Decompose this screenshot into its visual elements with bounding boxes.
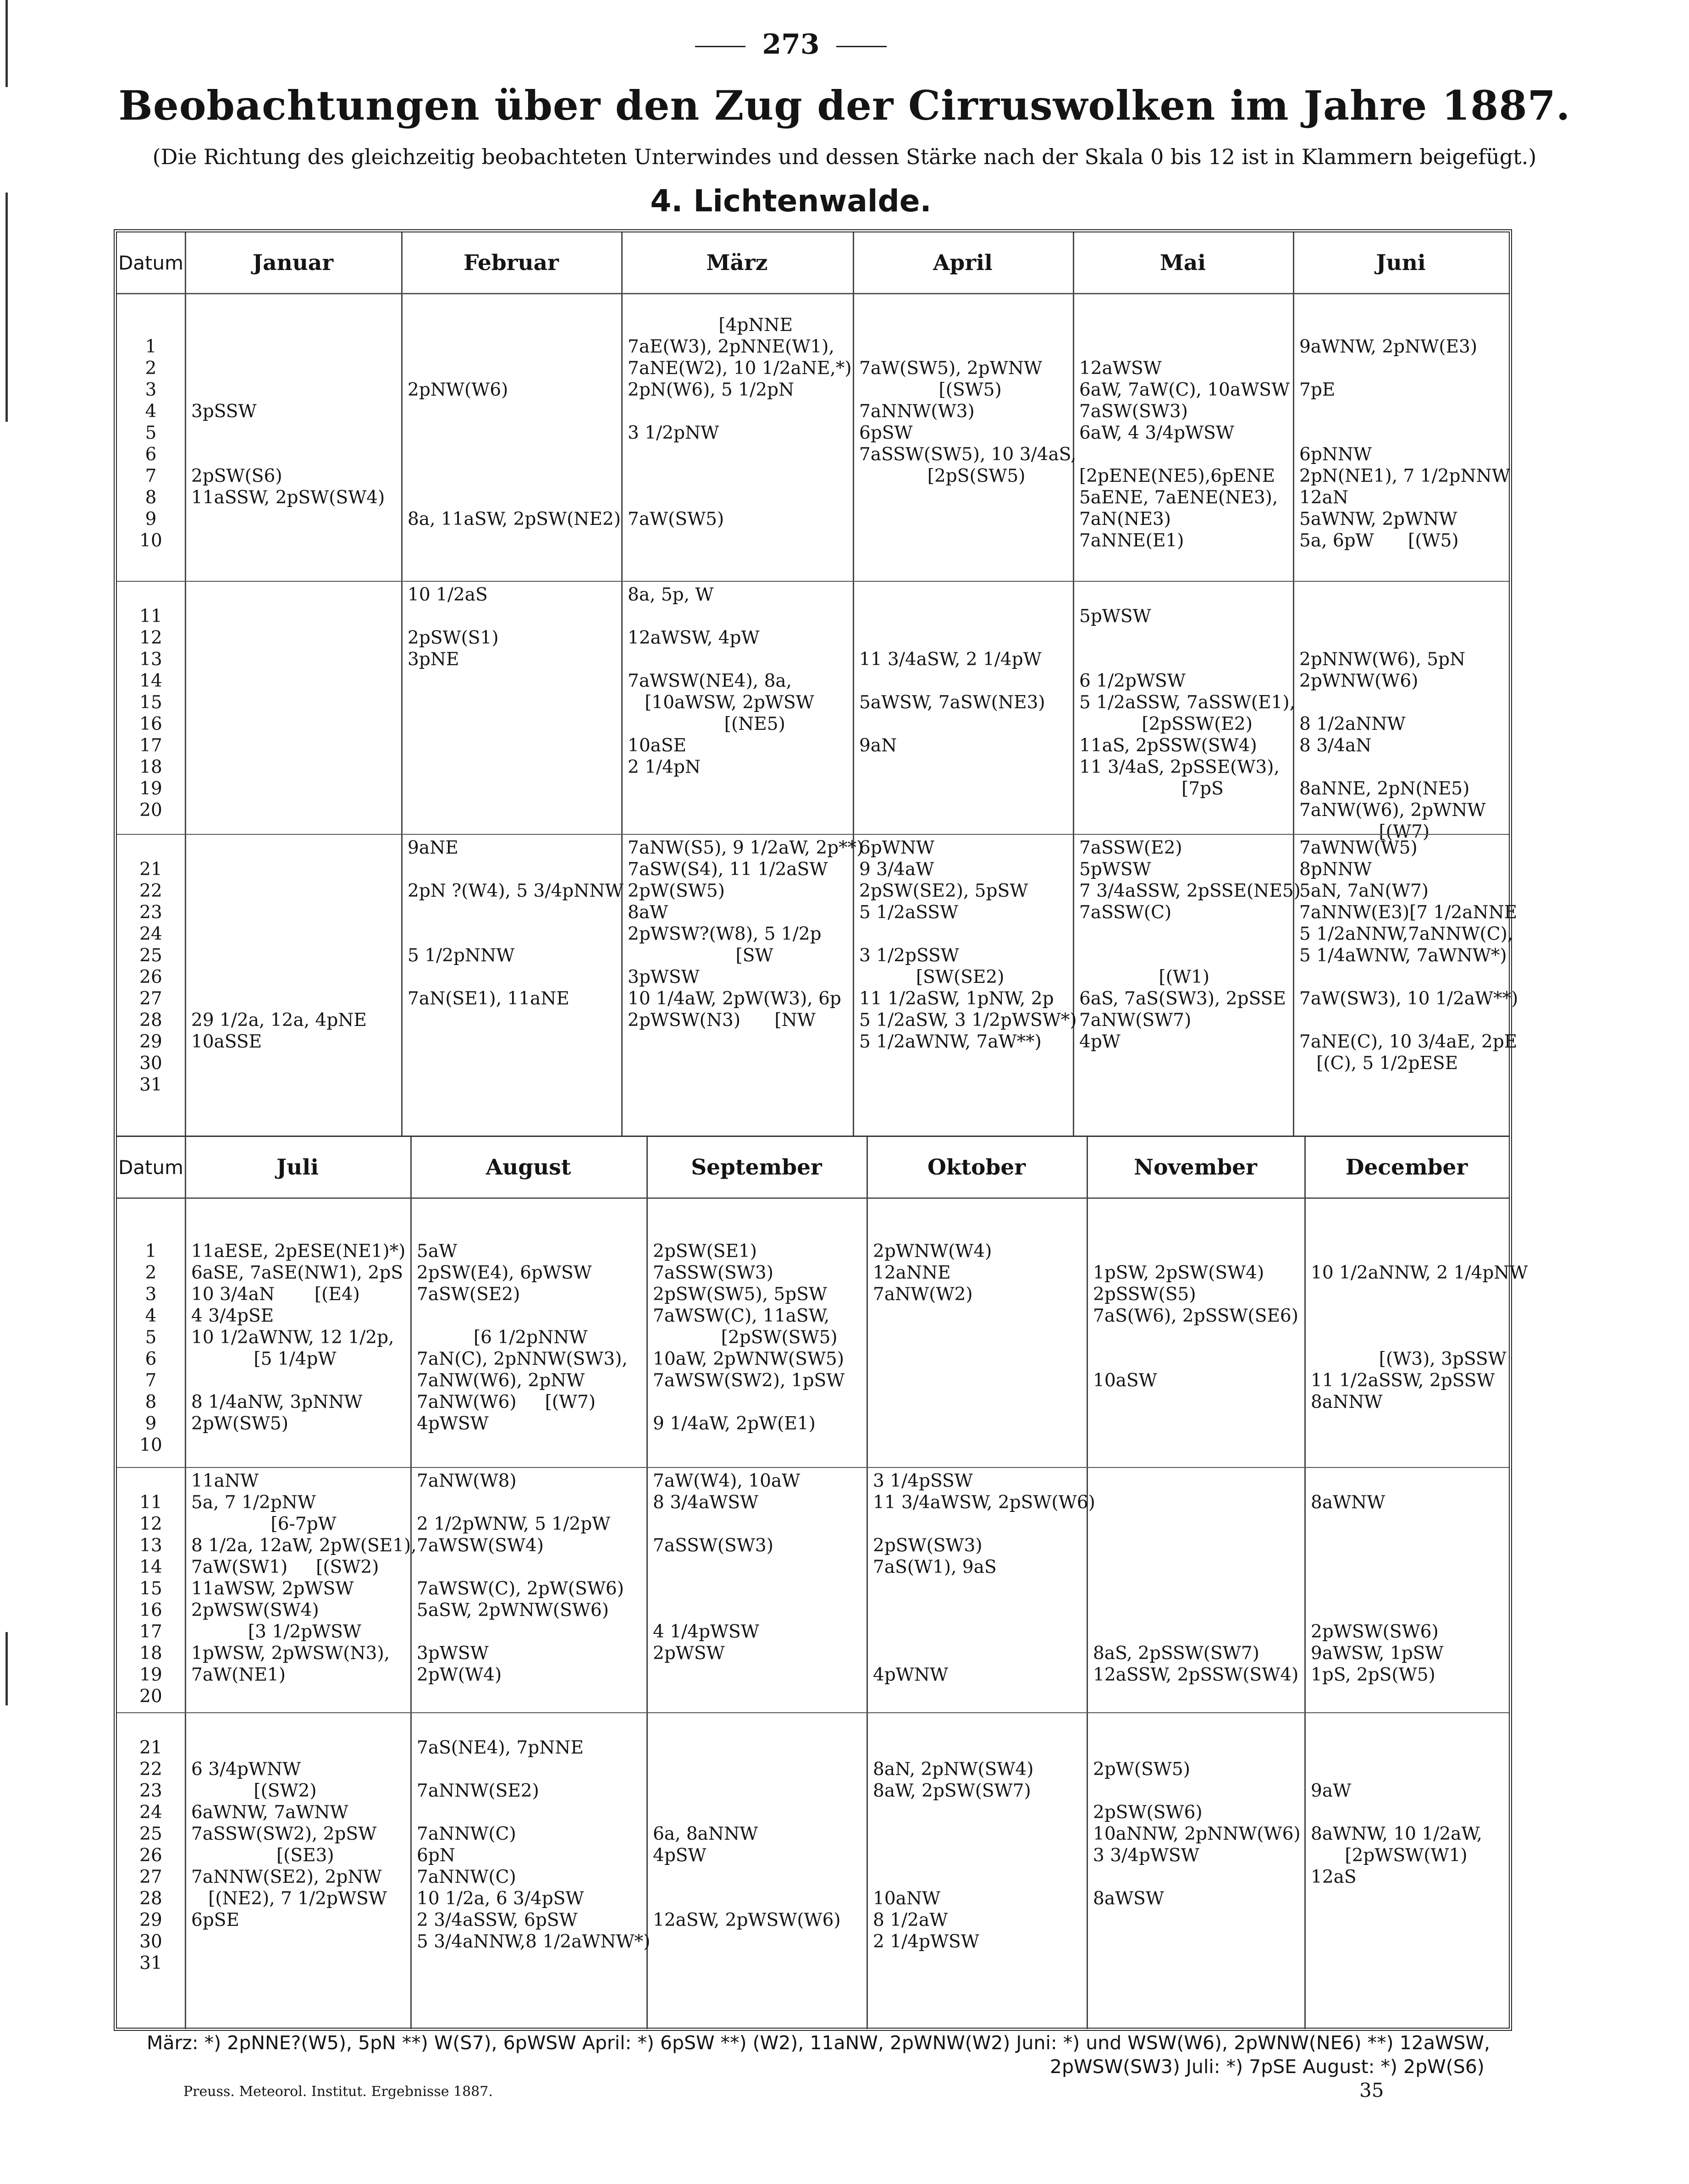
date-numbers: 21 22 23 24 25 26 27 28 29 30 31 — [139, 859, 162, 1095]
cell-november-2: 8aS, 2pSSW(SW7) 12aSSW, 2pSSW(SW4) — [1093, 1643, 1299, 1685]
month-header-januar: Januar — [185, 232, 401, 294]
dash-right — [836, 46, 887, 47]
decade-divider — [117, 581, 1509, 582]
date-numbers: 11 12 13 14 15 16 17 18 19 20 — [139, 606, 162, 821]
cell-august-3: 7aS(NE4), 7pNNE 7aNNW(SE2) 7aNNW(C) 6pN 7aNNW(C) 10 1/2a, 6 3/4pSW 2 3/4aSSW, 6pSW 5 3/4aNNW,8 1/2aWNW*) — [417, 1737, 651, 1952]
column-divider — [1304, 1137, 1306, 2029]
column-divider — [401, 232, 403, 1136]
cell-december-2: 8aWNW 2pWSW(SW6) 9aWSW, 1pSW 1pS, 2pS(W5) — [1311, 1492, 1444, 1685]
cell-mai-3: 7aSSW(E2) 5pWSW 7 3/4aSSW, 2pSSE(NE5) 7aSSW(C) [(W1) 6aS, 7aS(SW3), 2pSSE 7aNW(SW7) 4pW — [1079, 838, 1301, 1052]
cell-februar-3: 9aNE 2pN ?(W4), 5 3/4pNNW 5 1/2pNNW 7aN(SE1), 11aNE — [408, 838, 624, 1009]
cell-september-3: 6a, 8aNNW 4pSW 12aSW, 2pWSW(W6) — [653, 1824, 841, 1930]
decade-divider — [117, 834, 1509, 835]
cell-märz-1: [4pNNE 7aE(W3), 2pNNE(W1), 7aNE(W2), 10 1/2aNE,*) 2pN(W6), 5 1/2pN 3 1/2pNW 7aW(SW5) — [628, 315, 852, 529]
page-title: Beobachtungen über den Zug der Cirruswolken im Jahre 1887. — [118, 82, 1571, 129]
cell-februar-1: 2pNW(W6) 8a, 11aSW, 2pSW(NE2) — [408, 380, 621, 529]
cell-april-1: 7aW(SW5), 2pWNW [(SW5) 7aNNW(W3) 6pSW 7aSSW(SW5), 10 3/4aS, [2pS(SW5) — [859, 358, 1076, 486]
month-header-mai: Mai — [1073, 232, 1293, 294]
column-divider — [185, 232, 186, 1136]
cell-november-3: 2pW(SW5) 2pSW(SW6) 10aNNW, 2pNNW(W6) 3 3/4pWSW 8aWSW — [1093, 1759, 1301, 1909]
month-header-februar: Februar — [401, 232, 621, 294]
cell-juni-2: 2pNNW(W6), 5pN 2pWNW(W6) 8 1/2aNNW 8 3/4aN 8aNNE, 2pN(NE5) 7aNW(W6), 2pWNW [(W7) — [1299, 649, 1486, 842]
station-heading: 4. Lichtenwalde. — [650, 183, 932, 219]
cell-juli-3: 6 3/4pWNW [(SW2) 6aWNW, 7aWNW 7aSSW(SW2), 2pSW [(SE3) 7aNNW(SE2), 2pNW [(NE2), 7 1/2pWSW 6pSE — [191, 1759, 387, 1930]
cell-juni-3: 7aWNW(W5) 8pNNW 5aN, 7aN(W7) 7aNNW(E3)[7 1/2aNNE 5 1/2aNNW,7aNNW(C), 5 1/4aWNW, 7aWNW*) 7aW(SW3), 10 1/2aW**) 7aNE(C), 10 3/4aE, 2pE [(C), 5 1/2pESE — [1299, 838, 1518, 1074]
publisher-footer: Preuss. Meteorol. Institut. Ergebnisse 1887. — [183, 2084, 493, 2100]
footnotes — [147, 2031, 1513, 2079]
decade-divider — [117, 1712, 1509, 1713]
cell-december-1: 10 1/2aNNW, 2 1/4pNW [(W3), 3pSSW 11 1/2aSSW, 2pSSW 8aNNW — [1311, 1263, 1528, 1412]
month-header-august: August — [410, 1137, 646, 1199]
cell-oktober-1: 2pWNW(W4) 12aNNE 7aNW(W2) — [873, 1241, 992, 1305]
month-header-juli: Juli — [185, 1137, 410, 1199]
cell-juli-2: 11aNW 5a, 7 1/2pNW [6-7pW 8 1/2a, 12aW, 2pW(SE1), 7aW(SW1) [(SW2) 11aWSW, 2pWSW 2pWSW(SW4) [3 1/2pWSW 1pWSW, 2pWSW(N3), 7aW(NE1) — [191, 1471, 417, 1685]
cell-januar-1: 3pSSW 2pSW(S6) 11aSSW, 2pSW(SW4) — [191, 401, 385, 508]
observation-table — [114, 229, 1528, 2031]
cell-december-3: 9aW 8aWNW, 10 1/2aW, [2pWSW(W1) 12aS — [1311, 1781, 1483, 1887]
margin-mark — [6, 1632, 8, 1705]
month-header-juni: Juni — [1293, 232, 1509, 294]
column-divider — [185, 1137, 186, 2029]
datum-header: Datum — [117, 232, 185, 294]
header-rule — [117, 293, 1509, 294]
cell-august-2: 7aNW(W8) 2 1/2pWNW, 5 1/2pW 7aWSW(SW4) 7aWSW(C), 2pW(SW6) 5aSW, 2pWNW(SW6) 3pWSW 2pW(W4) — [417, 1471, 624, 1685]
cell-april-3: 6pWNW 9 3/4aW 2pSW(SE2), 5pSW 5 1/2aSSW 3 1/2pSSW [SW(SE2) 11 1/2aSW, 1pNW, 2p 5 1/2aSW, 3 1/2pWSW*) 5 1/2aWNW, 7aW**) — [859, 838, 1077, 1052]
date-numbers: 11 12 13 14 15 16 17 18 19 20 — [139, 1492, 162, 1707]
month-header-märz: März — [621, 232, 853, 294]
cell-juli-1: 11aESE, 2pESE(NE1)*) 6aSE, 7aSE(NW1), 2pS 10 3/4aN [(E4) 4 3/4pSE 10 1/2aWNW, 12 1/2p, [5 1/4pW 8 1/4aNW, 3pNNW 2pW(SW5) — [191, 1241, 406, 1434]
cell-september-2: 7aW(W4), 10aW 8 3/4aWSW 7aSSW(SW3) 4 1/4pWSW 2pWSW — [653, 1471, 800, 1664]
cell-märz-2: 8a, 5p, W 12aWSW, 4pW 7aWSW(NE4), 8a, [10aWSW, 2pWSW [(NE5) 10aSE 2 1/4pN — [628, 585, 814, 778]
page-subtitle: (Die Richtung des gleichzeitig beobachteten Unterwindes und dessen Stärke nach der Skala 0 bis 12 ist in Klammern beigefügt.) — [152, 144, 1537, 169]
cell-januar-3: 29 1/2a, 12a, 4pNE 10aSSE — [191, 1010, 367, 1052]
cell-oktober-3: 8aN, 2pNW(SW4) 8aW, 2pSW(SW7) 10aNW 8 1/2aW 2 1/4pWSW — [873, 1759, 1034, 1952]
date-numbers: 21 22 23 24 25 26 27 28 29 30 31 — [139, 1737, 162, 1974]
cell-november-1: 1pSW, 2pSW(SW4) 2pSSW(S5) 7aS(W6), 2pSSW(SE6) 10aSW — [1093, 1263, 1298, 1391]
page-number — [0, 28, 1582, 61]
month-header-september: September — [646, 1137, 867, 1199]
cell-august-1: 5aW 2pSW(E4), 6pWSW 7aSW(SE2) [6 1/2pNNW 7aN(C), 2pNNW(SW3), 7aNW(W6), 2pNW 7aNW(W6) [(W7) 4pWSW — [417, 1241, 628, 1434]
month-header-april: April — [853, 232, 1073, 294]
dash-left — [695, 46, 745, 47]
month-header-november: November — [1087, 1137, 1304, 1199]
column-divider — [867, 1137, 868, 2029]
month-header-oktober: Oktober — [867, 1137, 1087, 1199]
cell-juni-1: 9aWNW, 2pNW(E3) 7pE 6pNNW 2pN(NE1), 7 1/2pNNW 12aN 5aWNW, 2pWNW 5a, 6pW [(W5) — [1299, 336, 1510, 551]
date-numbers: 1 2 3 4 5 6 7 8 9 10 — [139, 1241, 162, 1456]
month-header-december: December — [1304, 1137, 1509, 1199]
table-block-jul-dec — [117, 1136, 1528, 2029]
table-block-jan-jun — [117, 232, 1518, 1136]
cell-september-1: 2pSW(SE1) 7aSSW(SW3) 2pSW(SW5), 5pSW 7aWSW(C), 11aSW, [2pSW(SW5) 10aW, 2pWNW(SW5) 7aWSW(SW2), 1pSW 9 1/4aW, 2pW(E1) — [653, 1241, 845, 1434]
header-rule — [117, 1197, 1509, 1199]
cell-februar-2: 10 1/2aS 2pSW(S1) 3pNE — [408, 585, 499, 670]
margin-mark — [6, 193, 8, 422]
sheet-number: 35 — [1359, 2079, 1384, 2101]
footnote-line-2: 2pWSW(SW3) Juli: *) 7pSE August: *) 2pW(S6) — [1050, 2056, 1485, 2078]
cell-mai-2: 5pWSW 6 1/2pWSW 5 1/2aSSW, 7aSSW(E1), [2pSSW(E2) 11aS, 2pSSW(SW4) 11 3/4aS, 2pSSE(W3), [7pS — [1079, 606, 1296, 799]
cell-oktober-2: 3 1/4pSSW 11 3/4aWSW, 2pSW(W6) 2pSW(SW3) 7aS(W1), 9aS 4pWNW — [873, 1471, 1095, 1685]
page-number-value: 273 — [762, 28, 820, 61]
cell-mai-1: 12aWSW 6aW, 7aW(C), 10aWSW 7aSW(SW3) 6aW, 4 3/4pWSW [2pENE(NE5),6pENE 5aENE, 7aENE(NE3), 7aN(NE3) 7aNNE(E1) — [1079, 358, 1290, 551]
datum-header: Datum — [117, 1137, 185, 1199]
cell-märz-3: 7aNW(S5), 9 1/2aW, 2p**) 7aSW(S4), 11 1/2aSW 2pW(SW5) 8aW 2pWSW?(W8), 5 1/2p [SW 3pWSW 10 1/4aW, 2pW(W3), 6p 2pWSW(N3) [NW — [628, 838, 864, 1031]
margin-mark — [6, 0, 8, 87]
cell-april-2: 11 3/4aSW, 2 1/4pW 5aWSW, 7aSW(NE3) 9aN — [859, 649, 1045, 756]
date-numbers: 1 2 3 4 5 6 7 8 9 10 — [139, 336, 162, 551]
decade-divider — [117, 1467, 1509, 1468]
footnote-line-1: März: *) 2pNNE?(W5), 5pN **) W(S7), 6pWSW April: *) 6pSW **) (W2), 11aNW, 2pWNW(W2) Juni: *) und WSW(W6), 2pWNW(NE6) **) 12aWSW, — [147, 2032, 1490, 2054]
